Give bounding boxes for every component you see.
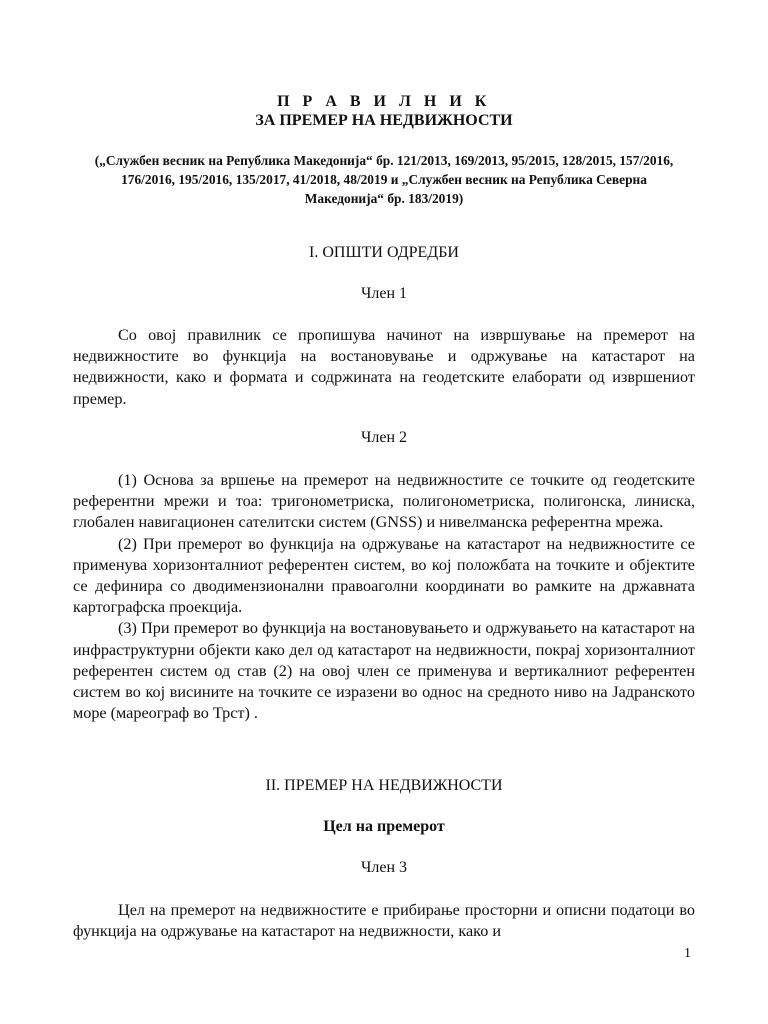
document-title: П Р А В И Л Н И К	[277, 93, 491, 110]
article-2-body	[73, 470, 695, 724]
article-2-paragraph-3: (3) При премерот во функција на востановувањето и одржувањето на катастарот на инфраструктурни објекти како дел од катастарот на недвижности, покрај хоризонталниот референтен систем од став (2) на овој член се применува и вертикалниот референтен систем во кој висините на точките се изразени во однос на средното ниво на Јадранското море (мареограф во Трст) .	[73, 619, 695, 723]
page-number: 1	[684, 946, 691, 961]
article-1-heading: Член 1	[360, 285, 408, 302]
gazette-reference: („Службен весник на Република Македонија“ бр. 121/2013, 169/2013, 95/2015, 128/2015, 157/2016, 176/2016, 195/2016, 135/2017, 41/2018, 48/2019 и „Службен весник на Република Северна Македонија“ бр. 183/2019)	[94, 153, 674, 206]
document-subtitle: ЗА ПРЕМЕР НА НЕДВИЖНОСТИ	[255, 112, 513, 129]
subsection-heading-purpose: Цел на премерот	[323, 818, 445, 835]
article-1-text: Со овој правилник се пропишува начинот на извршување на премерот на недвижностите во функција на востановување и одржување на катастарот на недвижности, како и формата и содржината на геодетските елаборати од извршениот премер.	[73, 326, 695, 408]
article-2-paragraph-2: (2) При премерот во функција на одржување на катастарот на недвижностите се применува хоризонталниот референтен систем, во кој положбата на точките и објектите се дефинира со дводимензионални правоаголни координати во рамките на државната картографска проекција.	[73, 534, 695, 617]
section-heading-general-provisions: I. ОПШТИ ОДРЕДБИ	[309, 244, 459, 261]
article-3-text: Цел на премерот на недвижностите е прибирање просторни и описни податоци во функција на одржување на катастарот на недвижности, како и	[73, 901, 695, 941]
section-heading-real-estate-survey: II. ПРЕМЕР НА НЕДВИЖНОСТИ	[265, 777, 503, 794]
article-2-paragraph-1: (1) Основа за вршење на премерот на недвижностите се точките од геодетските референтни мрежи и тоа: тригонометриска, полигонометриска, полигонска, линиска, глобален навигационен сателитски систем (GNSS) и нивелманска референтна мрежа.	[73, 471, 695, 532]
article-3-heading: Член 3	[360, 859, 408, 876]
article-2-heading: Член 2	[360, 429, 408, 446]
